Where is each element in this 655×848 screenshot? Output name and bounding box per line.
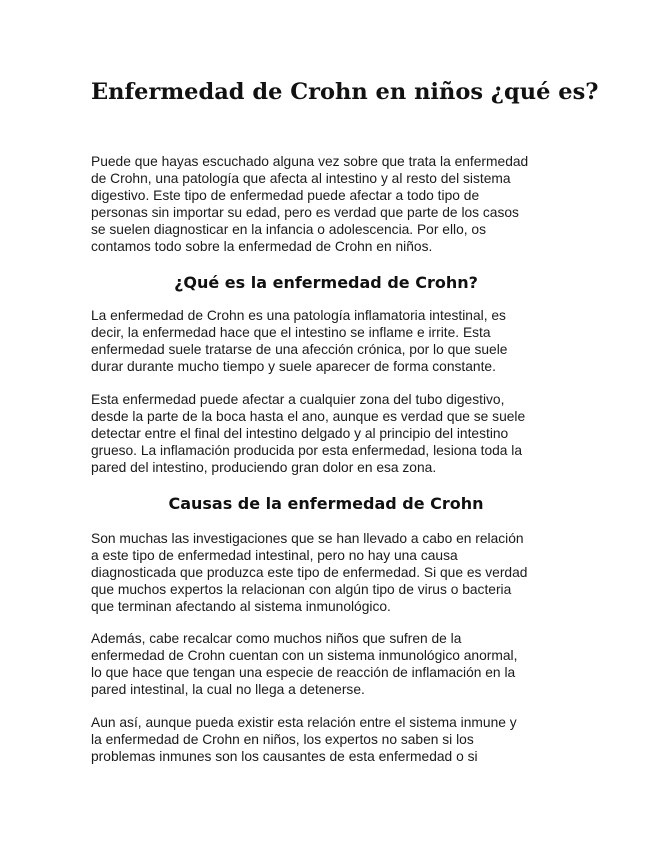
paragraph-zona-afectada: Esta enfermedad puede afectar a cualquier zona del tubo digestivo, desde la parte de la boca hasta el ano, aunque es verdad que se suele detectar entre el final del intestino delgado y al principio del intestino grueso. La inflamación producida por esta enfermedad, lesiona toda la pared del intestino, produciendo gran dolor en esa zona. xyxy=(91,392,526,475)
section-heading-causas: Causas de la enfermedad de Crohn xyxy=(168,494,484,513)
paragraph-definicion: La enfermedad de Crohn es una patología inflamatoria intestinal, es decir, la enfermedad hace que el intestino se inflame e irrite. Esta enfermedad suele tratarse de una afección crónica, por lo que suele durar durante mucho tiempo y suele aparecer de forma constante. xyxy=(91,308,508,374)
intro-paragraph: Puede que hayas escuchado alguna vez sobre que trata la enfermedad de Crohn, una patología que afecta al intestino y al resto del sistema digestivo. Este tipo de enfermedad puede afectar a todo tipo de personas sin importar su edad, pero es verdad que parte de los casos se suelen diagnosticar en la infancia o adolescencia. Por ello, os contamos todo sobre la enfermedad de Crohn en niños. xyxy=(91,154,529,254)
paragraph-investigaciones: Son muchas las investigaciones que se han llevado a cabo en relación a este tipo de enfermedad intestinal, pero no hay una causa diagnosticada que produzca este tipo de enfermedad. Si que es verdad que muchos expertos la relacionan con algún tipo de virus o bacteria que terminan afectando al sistema inmunológico. xyxy=(91,531,528,614)
paragraph-sistema-inmunologico: Además, cabe recalcar como muchos niños que sufren de la enfermedad de Crohn cuentan con un sistema inmunológico anormal, lo que hace que tengan una especie de reacción de inflamación en la pared intestinal, la cual no llega a detenerse. xyxy=(91,631,518,697)
paragraph-relacion-inmune: Aun así, aunque pueda existir esta relación entre el sistema inmune y la enfermedad de Crohn en niños, los expertos no saben si los problemas inmunes son los causantes de esta enfermedad o si xyxy=(91,715,517,764)
document-title: Enfermedad de Crohn en niños ¿qué es? xyxy=(91,79,599,105)
section-heading-que-es: ¿Qué es la enfermedad de Crohn? xyxy=(174,273,478,292)
